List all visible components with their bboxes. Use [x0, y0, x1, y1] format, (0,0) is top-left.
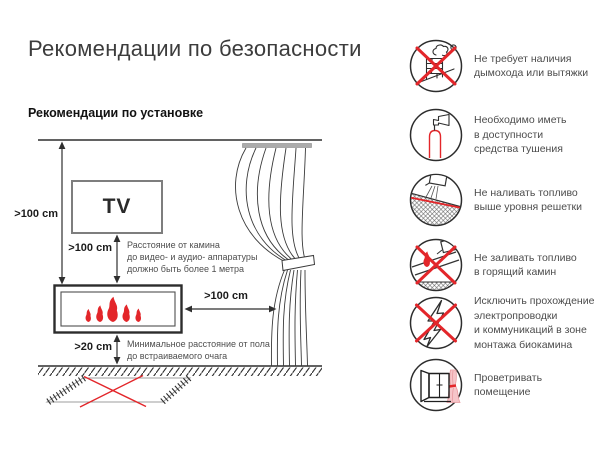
recommendation-item	[408, 294, 600, 352]
text-line: Необходимо иметь	[474, 114, 567, 127]
floor-hatch	[38, 368, 322, 377]
no-chimney-icon	[408, 38, 464, 94]
text-line: Не требует наличия	[474, 52, 572, 65]
curtain-gap-arrow	[185, 306, 277, 313]
text-line: Не заливать топливо	[474, 251, 577, 264]
no-wiring-icon	[408, 295, 464, 351]
recommendation-item	[408, 172, 600, 228]
tv-gap-arrow	[114, 235, 121, 284]
no-fuel-above-grate-icon	[408, 172, 464, 228]
no-refuel-burning-icon	[408, 237, 464, 293]
ventilate-room-icon	[408, 357, 464, 413]
text-line: Не наливать топливо	[474, 186, 578, 199]
text-line: Проветривать	[474, 371, 543, 384]
text-line: в горящий камин	[474, 266, 557, 278]
floor-note	[127, 338, 270, 362]
recommendation-text	[474, 186, 582, 215]
recommendation-item	[408, 237, 600, 293]
curtain-distance-label: >100 cm	[204, 290, 248, 302]
curtain-tieback	[282, 256, 315, 271]
diagram-graphic	[0, 130, 365, 430]
installation-diagram	[0, 130, 365, 430]
recommendation-text	[474, 251, 577, 280]
text-line: до видео- и аудио- аппаратуры	[127, 252, 258, 262]
text-line: и коммуникаций в зоне	[474, 324, 587, 336]
recommendation-text	[474, 371, 542, 400]
recommendation-text	[474, 294, 594, 352]
text-line: электропроводки	[474, 309, 558, 322]
section-title: Рекомендации по установке	[28, 106, 204, 120]
tv-label: TV	[102, 195, 132, 218]
text-line: должно быть более 1 метра	[127, 264, 244, 274]
text-line: помещение	[474, 386, 531, 398]
fire-extinguisher-icon	[408, 107, 464, 163]
recommendation-item	[408, 38, 600, 94]
wall-height-arrow	[59, 142, 66, 285]
tv-distance-label: >100 cm	[68, 242, 112, 254]
text-line: до встраиваемого очага	[127, 351, 228, 361]
recommendation-item	[408, 357, 600, 413]
tv-note	[127, 239, 257, 275]
text-line: в доступности	[474, 128, 544, 141]
page-title: Рекомендации по безопасности	[28, 36, 362, 61]
text-line: средства тушения	[474, 143, 563, 156]
floor-distance-label: >20 cm	[74, 341, 112, 353]
text-line: Минимальное расстояние от пола	[127, 339, 270, 349]
text-line: выше уровня решетки	[474, 201, 582, 213]
text-line: Расстояние от камина	[127, 240, 220, 250]
recommendation-text	[474, 52, 588, 81]
text-line: дымохода или вытяжки	[474, 67, 589, 79]
recommendation-text	[474, 113, 567, 157]
wall-distance-label: >100 cm	[14, 208, 58, 220]
recommendation-item	[408, 107, 600, 163]
floor-gap-arrow	[114, 335, 121, 365]
text-line: Исключить прохождение	[474, 295, 595, 307]
rug	[47, 378, 190, 402]
fireplace-box	[55, 286, 182, 333]
text-line: монтажа биокамина	[474, 338, 573, 351]
